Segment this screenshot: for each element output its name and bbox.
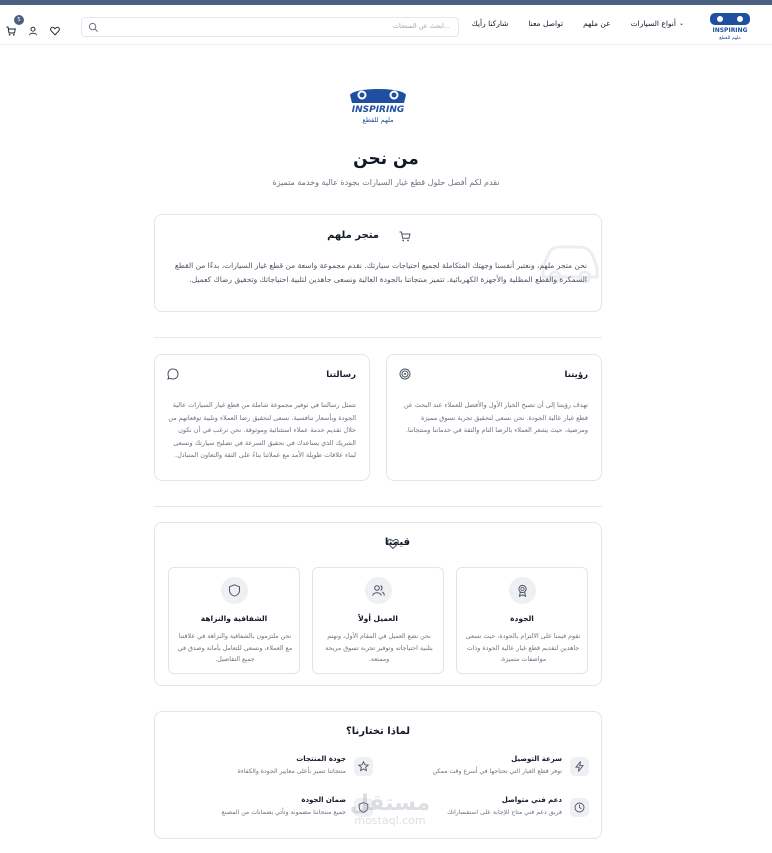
- mission-description: تتمثل رسالتنا في توفير مجموعة شاملة من قطع غيار السيارات عالية الجودة وبأسعار تنافسية. نسعى لتحقيق رضا العملاء وتلبية توقعاتهم من خلال تقديم خدمة عملاء استثنائية وموثوقة. نحن نرغب في أن نكون الشريك الذي يساعدك في تحقيق السرعة في تصليح سيارتك ونسعى لبناء علاقات طويلة الأمد مع عملائنا بناءً على الثقة والتعاون المتبادل.: [168, 401, 356, 459]
- feature-description: فريق دعم فني متاح للإجابة على استفساراتك: [447, 809, 562, 816]
- value-card-customer-first: [312, 567, 444, 674]
- value-card-transparency: [168, 567, 300, 674]
- svg-text:ملهم للقطع: ملهم للقطع: [362, 116, 394, 124]
- feature-title: دعم فني متواصل: [501, 796, 562, 804]
- feature-title: ضمان الجودة: [301, 796, 346, 804]
- svg-text:INSPIRING: INSPIRING: [351, 105, 405, 115]
- header-actions: [6, 17, 60, 31]
- page-title: من نحن: [353, 149, 419, 169]
- nav-feedback[interactable]: شاركنا رأيك: [471, 19, 509, 28]
- users-icon: [372, 584, 385, 597]
- feature-description: جميع منتجاتنا مضمونة وتأتي بضمانات من المصنع: [221, 809, 346, 816]
- watermark-domain: mostaql.com: [354, 814, 426, 827]
- search-icon: [88, 22, 99, 33]
- feature-description: منتجاتنا تتميز بأعلى معايير الجودة والكفاءة: [237, 768, 346, 775]
- feature-fast-delivery: [389, 755, 589, 785]
- shield-icon: [228, 584, 241, 597]
- page-subtitle: نقدم لكم أفضل حلول قطع غيار السيارات بجودة عالية وخدمة متميزة: [272, 178, 500, 187]
- value-title: الشفافية والنزاهة: [200, 614, 268, 623]
- mission-title: رسالتنا: [326, 370, 356, 380]
- feature-icon-box: [570, 757, 589, 776]
- wishlist-button[interactable]: [50, 21, 60, 31]
- account-button[interactable]: [28, 21, 38, 31]
- svg-text:ملهم للقطع: ملهم للقطع: [719, 36, 741, 40]
- value-title: الجودة: [510, 614, 534, 623]
- values-card: [154, 522, 602, 686]
- section-divider: [154, 337, 602, 338]
- values-title: قيمنا: [384, 537, 410, 548]
- site-logo[interactable]: [706, 12, 754, 40]
- vision-card: [386, 354, 602, 481]
- cart-icon: [6, 26, 16, 36]
- feature-icon-box: [570, 798, 589, 817]
- nav-car-types[interactable]: [631, 19, 684, 28]
- heart-icon: [50, 26, 60, 36]
- nav-label: أنواع السيارات: [630, 19, 676, 28]
- vision-description: تهدف رؤيتنا إلى أن تصبح الخيار الأول والأفضل للعملاء عند البحث عن قطع غيار عالية الجودة. نحن نسعى لتحقيق تجربة تسوق مميزة ومرضية، حيث يشعر العملاء بالرضا التام والثقة في خدماتنا ومنتجاتنا.: [403, 401, 588, 434]
- store-title: متجر ملهم: [327, 230, 379, 241]
- user-icon: [28, 26, 38, 36]
- cart-count-badge: 5: [14, 15, 24, 25]
- award-icon: [516, 584, 529, 597]
- store-card: [154, 214, 602, 312]
- section-divider: [154, 506, 602, 507]
- value-title: العميل أولاً: [358, 614, 398, 623]
- clock-icon: [574, 802, 585, 813]
- cart-button[interactable]: [6, 17, 21, 31]
- nav-contact[interactable]: تواصل معنا: [528, 19, 564, 28]
- search-input[interactable]: [81, 17, 459, 37]
- search-placeholder: ابحث عن المنتجات...: [392, 22, 450, 30]
- value-icon-circle: [221, 577, 248, 604]
- cart-icon: [399, 231, 411, 242]
- value-description: نحن نضع العميل في المقام الأول، ونهتم بتلبية احتياجاته وتوفير تجربة تسوق مريحة وممتعة.: [325, 633, 433, 663]
- chevron-down-icon: ⌄: [678, 20, 684, 27]
- vision-title: رؤيتنا: [564, 370, 588, 380]
- svg-text:INSPIRING: INSPIRING: [712, 27, 748, 34]
- mostaql-watermark: [340, 791, 440, 851]
- mission-card: [154, 354, 370, 481]
- value-description: تقوم قيمنا على الالتزام بالجودة، حيث نسعى جاهدين لتقديم قطع غيار عالية الجودة وذات مواصفات متميزة.: [465, 633, 581, 663]
- message-circle-icon: [167, 368, 179, 380]
- target-icon: [399, 368, 411, 380]
- why-title: لماذا تختارنا؟: [345, 726, 411, 737]
- nav-about[interactable]: عن ملهم: [583, 19, 611, 28]
- heart-icon: [387, 538, 399, 550]
- value-icon-circle: [365, 577, 392, 604]
- value-card-quality: [456, 567, 588, 674]
- watermark-arabic: مستقل: [349, 791, 431, 816]
- feature-description: توفر قطع الغيار التي تحتاجها في أسرع وقت ممكن: [432, 768, 562, 775]
- value-icon-circle: [509, 577, 536, 604]
- store-description: نحن متجر ملهم، ونعتبر أنفسنا وجهتك المتكاملة لجميع احتياجات سيارتك. نقدم مجموعة واسعة من قطع غيار السيارات، بدءًا من القطع السمكرة والقطع المظلية والأجهزة الكهربائية. تتميز منتجاتنا بالجودة العالية ونسعى جاهدين لتلبية احتياجاتك وتحقيق رضاك كعميل.: [174, 261, 587, 284]
- hero-logo: [344, 83, 412, 125]
- value-description: نحن ملتزمون بالشفافية والنزاهة في علاقتنا مع العملاء، ونسعى للتعامل بأمانة وصدق في جميع التفاصيل.: [177, 633, 293, 663]
- feature-icon-box: [354, 757, 373, 776]
- main-nav: [472, 19, 684, 28]
- site-header: [0, 5, 772, 45]
- feature-title: سرعة التوصيل: [511, 755, 562, 763]
- feature-title: جودة المنتجات: [296, 755, 346, 763]
- feature-product-quality: [173, 755, 373, 785]
- star-icon: [358, 761, 369, 772]
- bolt-icon: [574, 761, 585, 772]
